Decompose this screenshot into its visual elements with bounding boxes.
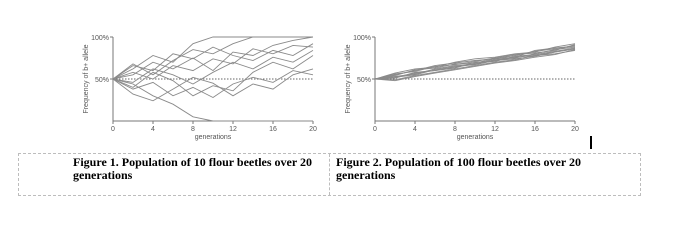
x-tick-label: 0 <box>373 126 377 133</box>
figure-1-caption: Figure 1. Population of 10 flour beetles over 20 generations <box>19 154 330 195</box>
x-tick-label: 8 <box>453 126 457 133</box>
x-tick-label: 4 <box>413 126 417 133</box>
x-tick-label: 16 <box>531 126 539 133</box>
figure-2-caption: Figure 2. Population of 100 flour beetles over 20 generations <box>336 155 581 182</box>
x-tick-label: 12 <box>229 126 237 133</box>
x-tick-label: 0 <box>111 126 115 133</box>
caption-table <box>18 153 641 196</box>
y-axis-label: Frequency of b+ allele <box>345 44 352 114</box>
y-tick-label: 50% <box>94 77 109 84</box>
series-line <box>375 46 575 79</box>
x-tick-label: 16 <box>269 126 277 133</box>
chart-10-beetles <box>83 35 317 141</box>
x-axis-label: generations <box>194 134 232 141</box>
chart-100-beetles <box>345 35 579 141</box>
x-tick-label: 20 <box>309 126 317 133</box>
y-axis-label: Frequency of b+ allele <box>83 44 90 114</box>
x-axis-label: generations <box>456 134 494 141</box>
x-tick-label: 12 <box>491 126 499 133</box>
y-tick-label: 100% <box>91 35 109 42</box>
x-tick-label: 8 <box>191 126 195 133</box>
x-tick-label: 4 <box>151 126 155 133</box>
series-line <box>113 44 313 79</box>
x-tick-label: 20 <box>571 126 579 133</box>
y-tick-label: 100% <box>353 35 371 42</box>
y-tick-label: 50% <box>356 77 371 84</box>
series-line <box>113 69 313 101</box>
text-cursor <box>590 136 592 149</box>
series-line <box>113 71 313 98</box>
